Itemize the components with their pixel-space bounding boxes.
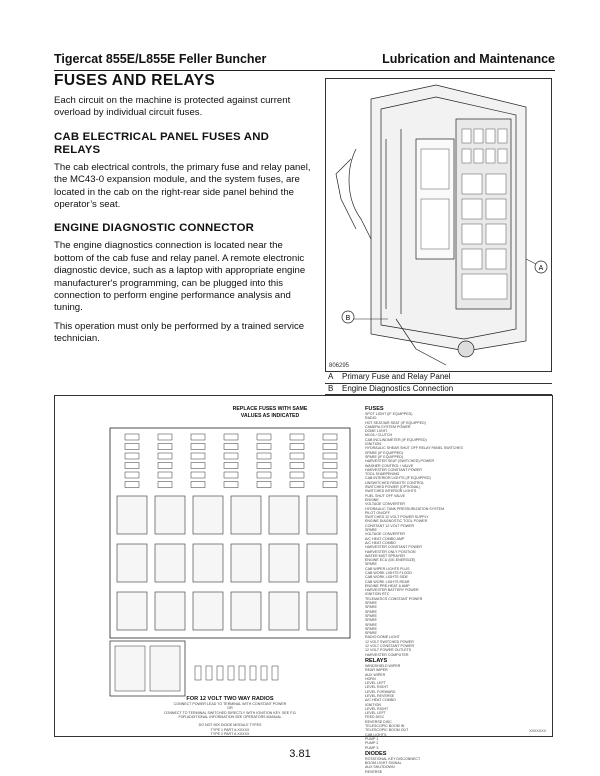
fuse-list-item: VOLTAGE CONVERTER [365,532,405,537]
fuse-list-item: WASHER CONTROL / VALVE [365,463,414,468]
callout-b-label: B [345,315,351,322]
diodes-heading: DIODES [365,750,387,757]
fuse-list-item: A/C HEAT COMBO AMP [365,536,405,541]
fuse-list-item: CAMERA SYSTEM POWER [365,424,411,429]
fuse-slot [125,434,139,440]
fuse-list-item: CONSTANT 12 VOLT POWER [365,523,415,528]
fuse-list-item: SPARE [365,562,377,567]
fuse-list-item: IGNITION [365,442,381,447]
fuse-list-item: CAB WORK LIGHTS SIDE [365,575,408,580]
fuse-slot [158,453,172,459]
fuse-list-item: 12 VOLT SWITCHED POWER [365,639,414,644]
radio-instruction-item: DO NOT MIX DIODE MODULE TYPES [198,723,262,728]
fuse-slot [158,444,172,450]
fuse-list-item: MC04 / CLUTCH [365,433,393,438]
relay-list-item: LEVEL LEFT [365,711,386,716]
fuse-slot [224,453,238,459]
relays-heading: RELAYS [365,657,388,664]
radio-instruction-lines [110,702,350,736]
fuse-slot [191,453,205,459]
fuse-slot [125,472,139,478]
fuse-list-item: CAB INTERIOR LIGHTS (IF EQUIPPED) [365,476,431,481]
relay-socket [269,544,299,582]
fuse-slot [224,463,238,469]
fuse-list-item: SPARE [365,605,377,610]
fuse-slot [257,472,271,478]
fuse-list-item: SPARE [365,622,377,627]
fuse-slot [290,434,304,440]
relay-list-item: TELESCOPIC BOOM IN [365,724,405,729]
relay-list-item: LEVEL LEFT [365,681,386,686]
fuse-list-item: HYDRAULIC TANK PRESSURIZATION SYSTEM [365,506,445,511]
fuse-list-item: ENGINE PRE-HEAT & AMP [365,583,410,588]
fuse-list-item: HYDRAULIC SHEAR SHUT OFF RELAY PANEL SWITCHES [365,446,463,451]
radio-instruction-item: CONNECT POWER LEAD TO TERMINAL WITH CONSTANT POWER [173,702,287,706]
header-section: Lubrication and Maintenance [382,52,555,66]
relay-list-item: PUMP 2 [365,741,379,746]
relay-socket [155,544,185,582]
fuse-list-item: ENGINE DIAGNOSTIC TOOL POWER [365,519,428,524]
fuse-list-item: PILOT ON/OFF [365,510,390,515]
fuse-list-item: 12 VOLT CONSTANT POWER [365,644,415,649]
fuse-list-item: HARVESTER SEAT (SWITCHED) POWER [365,459,435,464]
diode-slot [217,666,223,680]
relay-socket [269,592,299,630]
relay-list [365,664,545,750]
fuse-list-item: SPARE [365,609,377,614]
fuse-list [365,412,545,657]
fuse-list-item: ENGINE [365,497,379,502]
fuse-slot [158,482,172,488]
relay-list-item: HORN [365,676,376,681]
text-column [54,72,312,352]
relay-list-item: PUMP 3 [365,745,379,750]
relay-list-item: LEVEL REVERSE [365,694,395,698]
relay-socket [193,592,223,630]
fuse-slot [323,434,337,440]
radio-instruction-item: TYPE 1 PART #-XXXXX [210,727,250,732]
relay-list-item: TELESCOPIC BOOM OUT [365,728,409,733]
fuse-slot [191,463,205,469]
relay-socket [231,496,261,534]
fuse-slot [158,463,172,469]
cab-panel-illustration [325,78,552,372]
diode-slot [228,666,234,680]
relay-socket [193,544,223,582]
radio-instructions [110,696,350,736]
fuse-list-item: DOME LIGHT [365,429,388,434]
section-heading-diagnostic: ENGINE DIAGNOSTIC CONNECTOR [54,222,255,235]
fuse-list-item: SWITCHED 12 VOLT POWER SUPPLY [365,515,429,520]
radio-heading: FOR 12 VOLT TWO WAY RADIOS [186,696,274,702]
diode-slot [239,666,245,680]
panel-title [205,406,335,419]
relay-list-item: LEVEL RIGHT [365,685,389,690]
fuse-list-item: SPARE (IF EQUIPPED) [365,450,404,455]
relay-list-item: IGNITION [365,702,381,707]
fuse-list-item: HARVESTER COMPUTER [365,652,409,657]
fuse-slot [257,434,271,440]
diagnostic-note: This operation must only be performed by a trained service technician. [54,320,305,345]
fuse-slot [323,482,337,488]
fuse-list-item: SPARE [365,528,377,533]
caption-row [325,372,552,384]
diode-slot [261,666,267,680]
diode-slot [195,666,201,680]
fuse-slot [257,463,271,469]
decal-legend [365,406,545,774]
fuse-slot [290,453,304,459]
relay-list-item: LEVEL FORWARD [365,689,396,694]
header-title: Tigercat 855E/L855E Feller Buncher [54,52,267,66]
fuse-slot [290,472,304,478]
relay-list-item: WINDSHIELD WIPER [365,663,401,668]
page-number: 3.81 [289,748,311,760]
fuse-slot [290,444,304,450]
fuse-list-item: TELEMATICS CONSTANT POWER [365,596,423,601]
fuse-list-item: A/C HEAT COMBO [365,540,396,545]
relay-socket [117,592,147,630]
relay-list-item: CAB LIGHTS [365,732,387,737]
fuse-list-item: CAB WIPER LIGHTS PLUS [365,566,410,571]
fuse-slot [323,444,337,450]
relay-socket [231,592,261,630]
fuse-list-item: ENGINE ECU (DE-ENERGIZE) [365,558,416,563]
diode-slot [250,666,256,680]
relay-list-item: REVERSE DISC [365,719,392,724]
fuse-slot [191,434,205,440]
relay-list-item: PUMP 1 [365,736,379,741]
fuse-list-item: CAB WORK LIGHTS REAR [365,579,410,584]
fuses-heading: FUSES [365,406,384,412]
diode-list-item: REVERSE [365,769,383,774]
figure-number: 806295 [329,363,350,369]
caption-key: A [328,372,334,381]
fuse-list-item: SWITCHED POWER (OPTIONAL) [365,485,421,490]
fuse-list-item: IGNITION RTC [365,592,390,597]
fuse-list-item: FUEL SHUT OFF VALVE [365,493,406,498]
fuse-list-item: SPOT LIGHT (IF EQUIPPED) [365,412,413,416]
relay-socket [269,496,299,534]
fuse-list-item: SPARE [365,631,377,636]
fuse-list-item: HARVESTER CONSTANT POWER [365,545,422,550]
relay-socket [307,496,337,534]
fuse-slot [191,472,205,478]
fuse-list-item: SWITCHED INTERIOR LIGHTS [365,489,417,494]
page-header [54,52,555,68]
relay-socket [231,544,261,582]
diode-list-item: BOOM LIGHT SIGNAL [365,761,402,766]
fuse-slot [158,472,172,478]
fuse-list-item: SPARE [365,618,377,623]
intro-paragraph: Each circuit on the machine is protected against current overload by individual circuit fuses. [54,95,291,119]
fuse-list-item: UNSWITCHED REMOTE CONTROL [365,480,425,485]
cab-panel-drawing [326,79,551,371]
fuse-list-item: CAB WORK LIGHTS FLOOD [365,570,412,575]
decal-part-number: XXXXXXX [529,728,546,733]
fuse-list-item: TOOL SHARPENING [365,472,400,477]
fuse-slot [191,444,205,450]
fuse-slot [224,482,238,488]
fuse-slot [323,453,337,459]
fuse-slot [158,434,172,440]
cab-panel-paragraph: The cab electrical controls, the primary fuse and relay panel, the MC43-0 expansion module, and the system fuses, are located in the cab on the right-rear side panel behind the operator’s seat. [54,161,311,211]
fuse-list-item: VOLTAGE CONVERTER [365,502,405,507]
panel-title-line: REPLACE FUSES WITH SAME [232,406,308,412]
page-title: FUSES AND RELAYS [54,72,216,89]
radio-instruction-item: OR [227,706,233,711]
relay-list-item: LEVEL RIGHT [365,706,389,711]
callout-a [526,259,547,273]
relay-list-item: REAR WIPER [365,668,388,673]
fuse-slot [323,472,337,478]
fuse-slot [290,463,304,469]
relay-socket [193,496,223,534]
relay-list-item: A/C HEAT COMBO [365,698,396,703]
caption-text: Primary Fuse and Relay Panel [342,372,451,381]
radio-instruction-item: FOR ADDITIONAL INFORMATION SEE OPERATORS MANUAL [178,714,282,719]
relay-socket [155,592,185,630]
diagnostic-paragraph: The engine diagnostics connection is located near the bottom of the cab fuse and relay panel. A remote electronic diagnostic device, such as a laptop with appropriate engine manufacturer's programming, can be plugged into this connection to perform engine performance analysis and tuning. [54,240,306,314]
diode-slot [206,666,212,680]
fuse-list-item: RADIO DOME LIGHT [365,635,400,640]
relay-list-item: FEED DISC [365,715,385,720]
fuse-list-item: HARVESTER BATTERY POWER [365,588,419,593]
fuse-list-item: HARVESTER ONLY POSITION [365,549,416,554]
radio-instruction-item: CONNECT TO TERMINAL SWITCHED DIRECTLY WITH IGNITION KEY. SEE F11 [163,710,297,715]
relay-socket [307,544,337,582]
fuse-list-item: SPARE [365,613,377,618]
caption-key: B [328,383,334,393]
fuse-list-item: HARVESTER CONSTANT POWER [365,467,422,472]
figure-caption [325,371,552,395]
fuse-slot [290,482,304,488]
relay-socket [117,544,147,582]
fuse-slot [257,453,271,459]
fuse-slot [125,453,139,459]
fuse-list-item: 12 VOLT POWER OUTLETS [365,648,412,653]
fuse-slot [125,482,139,488]
fuse-list-item: RADIO [365,416,377,421]
diode-list-item: ROTATIONAL KEY DISCONNECT [365,756,421,761]
header-rule [54,70,555,71]
fuse-slot [125,463,139,469]
relay-socket [307,592,337,630]
fuse-list-item: WATER MIST SPRAYER [365,553,406,558]
relay-socket [117,496,147,534]
caption-row [325,384,552,396]
fuse-slot [224,444,238,450]
fuse-list-item: SPARE [365,601,377,606]
fuse-slot [257,482,271,488]
fuse-list-item: CAB INCLINOMETER (IF EQUIPPED) [365,437,427,442]
diode-slot [272,666,278,680]
fuse-slot [224,472,238,478]
fuse-list-item: HOT SEAT/AIR SEAT (IF EQUIPPED) [365,420,426,425]
relay-socket [155,496,185,534]
section-heading-cab-panel: CAB ELECTRICAL PANEL FUSES AND RELAYS [54,130,270,156]
caption-text: Engine Diagnostics Connection [342,383,454,393]
fuse-list-item: SPARE (IF EQUIPPED) [365,454,404,459]
panel-title-line: VALUES AS INDICATED [240,412,300,419]
fuse-slot [323,463,337,469]
diode-list-item: AUX SHUTDOWN [365,765,395,770]
relay-list-item: AUX WIPER [365,672,386,677]
fuse-slot [191,482,205,488]
fuse-list-item: SPARE [365,626,377,631]
fuse-slot [224,434,238,440]
callout-a-label: A [538,265,544,272]
fuse-slot [257,444,271,450]
fuse-slot [125,444,139,450]
radio-instruction-item: TYPE 2 PART #-XXXXX [210,732,250,737]
